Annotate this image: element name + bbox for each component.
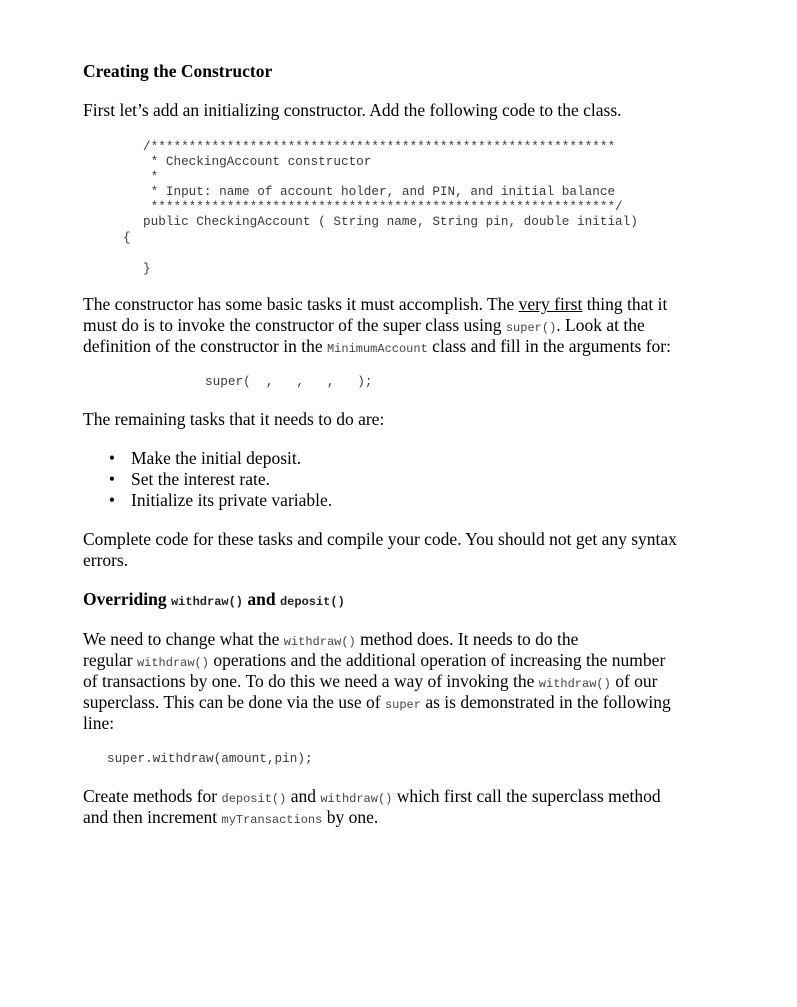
bullet-icon: •: [108, 469, 116, 489]
text-segment: as is demonstrated in the following: [420, 692, 671, 712]
code-line: *: [143, 169, 159, 184]
code-line: * Input: name of account holder, and PIN, and initial balance: [143, 184, 616, 199]
inline-code: deposit(): [221, 792, 287, 806]
bullet-icon: •: [108, 448, 116, 468]
section-heading-constructor: Creating the Constructor: [83, 61, 273, 81]
inline-code: withdraw(): [283, 635, 356, 649]
code-line: * CheckingAccount constructor: [143, 154, 372, 169]
super-call-code: super( , , , );: [205, 374, 373, 389]
text-segment: must do is to invoke the constructor of the super class using: [83, 315, 506, 335]
code-line: }: [143, 261, 151, 276]
list-item: [105, 469, 332, 490]
remaining-tasks-paragraph: The remaining tasks that it needs to do are:: [83, 409, 385, 429]
text-segment: of our: [610, 671, 658, 691]
intro-paragraph: First let’s add an initializing constructor. Add the following code to the class.: [83, 100, 622, 120]
code-line: public CheckingAccount ( String name, String pin, double initial): [143, 214, 638, 229]
text-segment: The constructor has some basic tasks it must accomplish. The: [83, 294, 519, 314]
inline-code: myTransactions: [221, 813, 323, 827]
underlined-text: very first: [518, 294, 583, 314]
list-item-text: Set the interest rate.: [131, 469, 270, 489]
code-line: /*************************************************************: [143, 139, 616, 154]
heading-text: Overriding: [83, 589, 171, 609]
list-item: [105, 448, 332, 469]
inline-code: withdraw(): [320, 792, 393, 806]
paragraph-constructor-tasks-line1: [83, 294, 667, 315]
section-heading-overriding: [83, 589, 345, 613]
text-segment: and: [286, 786, 321, 806]
text-segment: thing that it: [582, 294, 668, 314]
list-item-text: Make the initial deposit.: [131, 448, 302, 468]
compile-paragraph-line1: Complete code for these tasks and compile your code. You should not get any syntax: [83, 529, 677, 549]
heading-text: and: [243, 589, 280, 609]
inline-code: withdraw(): [538, 677, 611, 691]
text-segment: We need to change what the: [83, 629, 284, 649]
create-methods-paragraph-line2: [83, 807, 378, 831]
text-segment: method does. It needs to do the: [355, 629, 579, 649]
text-segment: superclass. This can be done via the use of: [83, 692, 385, 712]
text-segment: definition of the constructor in the: [83, 336, 327, 356]
bullet-icon: •: [108, 490, 116, 510]
inline-code: deposit(): [279, 595, 345, 609]
super-withdraw-code: super.withdraw(amount,pin);: [107, 751, 313, 766]
list-item-text: Initialize its private variable.: [131, 490, 333, 510]
text-segment: which first call the superclass method: [392, 786, 661, 806]
inline-code: withdraw(): [136, 656, 209, 670]
text-segment: regular: [83, 650, 137, 670]
paragraph-constructor-tasks-line3: [83, 336, 671, 360]
inline-code: super(): [505, 321, 557, 335]
text-segment: by one.: [322, 807, 379, 827]
code-line: {: [123, 230, 131, 245]
inline-code: MinimumAccount: [326, 342, 428, 356]
inline-code: withdraw(): [170, 595, 243, 609]
text-segment: Create methods for: [83, 786, 222, 806]
inline-code: super: [384, 698, 421, 712]
withdraw-paragraph-line5: line:: [83, 713, 115, 733]
code-line: *************************************************************/: [143, 199, 623, 214]
tasks-bullet-list: [105, 448, 332, 511]
text-segment: . Look at the: [556, 315, 645, 335]
withdraw-paragraph-line4: [83, 692, 671, 716]
list-item: [105, 490, 332, 511]
text-segment: of transactions by one. To do this we need a way of invoking the: [83, 671, 539, 691]
text-segment: operations and the additional operation of increasing the number: [208, 650, 666, 670]
text-segment: class and fill in the arguments for:: [427, 336, 671, 356]
text-segment: and then increment: [83, 807, 222, 827]
compile-paragraph-line2: errors.: [83, 550, 129, 570]
